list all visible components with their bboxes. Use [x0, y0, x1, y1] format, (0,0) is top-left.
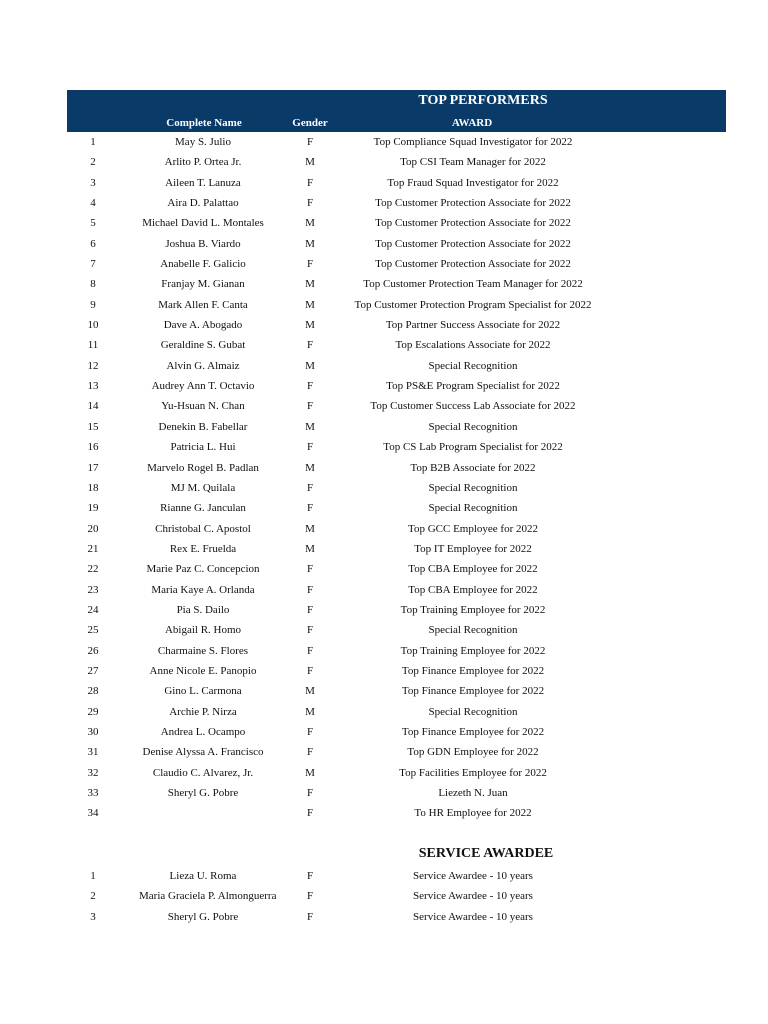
row-award: Top PS&E Program Specialist for 2022 — [386, 380, 560, 393]
row-award: Top Finance Employee for 2022 — [401, 685, 545, 698]
table-row — [67, 274, 726, 294]
row-award: Top GDN Employee for 2022 — [407, 746, 539, 759]
row-gender: F — [306, 890, 314, 903]
row-gender: F — [306, 807, 314, 820]
row-award: Top Customer Protection Associate for 2022 — [375, 217, 571, 230]
row-award: Top Finance Employee for 2022 — [401, 664, 545, 677]
table-row — [67, 254, 726, 274]
row-gender: F — [306, 563, 314, 576]
row-number: 3 — [90, 176, 96, 189]
row-award: Top Finance Employee for 2022 — [401, 725, 545, 738]
table-row — [67, 152, 726, 172]
row-number: 19 — [87, 502, 99, 515]
row-number: 28 — [87, 685, 99, 698]
row-number: 3 — [90, 910, 96, 923]
table-row — [67, 437, 726, 457]
table-row — [67, 681, 726, 701]
row-complete-name: Rex E. Fruelda — [169, 542, 237, 555]
row-complete-name: Mark Allen F. Canta — [158, 298, 248, 311]
row-award: Top Customer Success Lab Associate for 2022 — [370, 400, 576, 413]
row-complete-name: Michael David L. Montales — [142, 217, 264, 230]
row-complete-name: Audrey Ann T. Octavio — [151, 380, 255, 393]
service-awardee-table — [67, 866, 726, 927]
row-award: Top Customer Protection Associate for 2022 — [375, 237, 571, 250]
row-award: Special Recognition — [428, 624, 518, 637]
row-number: 33 — [87, 787, 99, 799]
row-award: Service Awardee - 10 years — [413, 890, 533, 903]
row-complete-name: Andrea L. Ocampo — [160, 725, 246, 738]
row-gender: M — [305, 705, 315, 718]
row-number: 1 — [90, 870, 96, 882]
row-award: Top Escalations Associate for 2022 — [395, 339, 551, 352]
table-row — [67, 417, 726, 437]
table-row — [67, 234, 726, 254]
table-row — [67, 661, 726, 681]
row-award: Top Customer Protection Program Specialist for 2022 — [354, 298, 592, 311]
top-performers-table — [67, 90, 726, 824]
row-gender: M — [305, 766, 315, 779]
table-row — [67, 702, 726, 722]
table-row — [67, 907, 726, 927]
table-row — [67, 886, 726, 906]
row-complete-name: Anabelle F. Galicio — [160, 258, 246, 271]
row-gender: F — [306, 746, 314, 759]
row-number: 15 — [87, 420, 99, 433]
row-number: 24 — [87, 603, 99, 616]
row-complete-name: Geraldine S. Gubat — [160, 339, 246, 352]
row-award: Top Training Employee for 2022 — [400, 644, 546, 657]
table-row — [67, 193, 726, 213]
row-gender: F — [306, 603, 314, 616]
row-gender: M — [305, 522, 315, 535]
row-complete-name: Sheryl G. Pobre — [167, 787, 239, 799]
row-complete-name: Aira D. Palattao — [167, 197, 239, 210]
table-row — [67, 478, 726, 498]
row-complete-name: Aileen T. Lanuza — [165, 176, 241, 189]
table-row — [67, 600, 726, 620]
row-complete-name: MJ M. Quilala — [170, 481, 236, 494]
row-complete-name: Claudio C. Alvarez, Jr. — [152, 766, 254, 779]
row-award: Special Recognition — [428, 481, 518, 494]
row-gender: F — [306, 441, 314, 454]
row-award: Service Awardee - 10 years — [413, 870, 533, 882]
row-award: Top Training Employee for 2022 — [400, 603, 546, 616]
table-row — [67, 763, 726, 783]
row-number: 34 — [87, 807, 99, 820]
row-award: Top Compliance Squad Investigator for 2022 — [373, 136, 573, 148]
row-number: 22 — [87, 563, 99, 576]
row-award: Top Customer Protection Associate for 2022 — [375, 197, 571, 210]
row-gender: F — [306, 339, 314, 352]
table-row — [67, 295, 726, 315]
row-gender: M — [305, 685, 315, 698]
column-header-gender: Gender — [292, 117, 328, 129]
row-complete-name: Maria Kaye A. Orlanda — [151, 583, 255, 596]
table-row — [67, 803, 726, 823]
row-award: Special Recognition — [428, 420, 518, 433]
row-number: 18 — [87, 481, 99, 494]
row-number: 30 — [87, 725, 99, 738]
row-complete-name: Franjay M. Gianan — [161, 278, 245, 291]
row-number: 10 — [87, 319, 99, 332]
row-complete-name: Archie P. Nirza — [169, 705, 237, 718]
row-gender: M — [305, 156, 315, 169]
row-complete-name: Denekin B. Fabellar — [158, 420, 248, 433]
row-award: Top IT Employee for 2022 — [414, 542, 532, 555]
row-gender: F — [306, 725, 314, 738]
row-complete-name: Marie Paz C. Concepcion — [146, 563, 260, 576]
row-number: 20 — [87, 522, 99, 535]
service-awardee-title: SERVICE AWARDEE — [418, 846, 554, 861]
row-award: Top CSI Team Manager for 2022 — [400, 156, 546, 169]
row-complete-name: Maria Graciela P. Almonguerra — [139, 890, 277, 903]
row-gender: M — [305, 461, 315, 474]
row-number: 9 — [90, 298, 96, 311]
row-complete-name: Alvin G. Almaiz — [166, 359, 240, 372]
row-award: Special Recognition — [428, 502, 518, 515]
row-gender: F — [306, 644, 314, 657]
row-gender: M — [305, 278, 315, 291]
row-number: 2 — [90, 156, 96, 169]
row-award: Top CS Lab Program Specialist for 2022 — [383, 441, 563, 454]
table-row — [67, 376, 726, 396]
row-award: Top Customer Protection Team Manager for 2022 — [363, 278, 583, 291]
row-award: Special Recognition — [428, 359, 518, 372]
table-row — [67, 641, 726, 661]
row-award: Top Customer Protection Associate for 2022 — [375, 258, 571, 271]
row-number: 1 — [90, 136, 96, 148]
table-body — [67, 132, 726, 824]
row-number: 5 — [90, 217, 96, 230]
row-award: Top B2B Associate for 2022 — [410, 461, 536, 474]
table-row — [67, 396, 726, 416]
row-number: 26 — [87, 644, 99, 657]
row-award: Special Recognition — [428, 705, 518, 718]
row-number: 6 — [90, 237, 96, 250]
table-row — [67, 213, 726, 233]
row-number: 32 — [87, 766, 99, 779]
row-complete-name: Dave A. Abogado — [163, 319, 243, 332]
row-number: 2 — [90, 890, 96, 903]
row-gender: F — [306, 502, 314, 515]
row-award: Liezeth N. Juan — [438, 787, 508, 799]
row-number: 29 — [87, 705, 99, 718]
row-award: Top Fraud Squad Investigator for 2022 — [387, 176, 559, 189]
table-row — [67, 458, 726, 478]
row-gender: F — [306, 380, 314, 393]
table-row — [67, 742, 726, 762]
row-number: 11 — [87, 339, 99, 352]
row-gender: F — [306, 664, 314, 677]
table-row — [67, 580, 726, 600]
row-gender: M — [305, 420, 315, 433]
table-row — [67, 519, 726, 539]
row-gender: F — [306, 910, 314, 923]
table-row — [67, 539, 726, 559]
row-number: 27 — [87, 664, 99, 677]
row-gender: F — [306, 258, 314, 271]
row-number: 31 — [87, 746, 99, 759]
table-row — [67, 315, 726, 335]
row-number: 12 — [87, 359, 99, 372]
row-number: 8 — [90, 278, 96, 291]
row-complete-name: May S. Julio — [175, 136, 231, 148]
row-number: 17 — [87, 461, 99, 474]
row-gender: F — [306, 400, 314, 413]
table-row — [67, 783, 726, 803]
row-gender: F — [306, 197, 314, 210]
row-complete-name: Joshua B. Viardo — [165, 237, 241, 250]
row-gender: F — [306, 787, 314, 799]
row-number: 7 — [90, 258, 96, 271]
column-header-award: AWARD — [451, 117, 493, 129]
table-header-band — [67, 90, 726, 132]
table-row — [67, 132, 726, 152]
row-complete-name: Pia S. Dailo — [176, 603, 230, 616]
table-row — [67, 498, 726, 518]
row-complete-name: Patricia L. Hui — [170, 441, 236, 454]
row-complete-name: Charmaine S. Flores — [157, 644, 249, 657]
row-number: 23 — [87, 583, 99, 596]
row-complete-name: Sheryl G. Pobre — [167, 910, 239, 923]
row-gender: M — [305, 359, 315, 372]
row-complete-name: Christobal C. Apostol — [155, 522, 251, 535]
row-complete-name: Lieza U. Roma — [169, 870, 237, 882]
table-row — [67, 173, 726, 193]
row-gender: M — [305, 542, 315, 555]
row-complete-name: Abigail R. Homo — [164, 624, 242, 637]
row-number: 21 — [87, 542, 99, 555]
table-row — [67, 620, 726, 640]
row-gender: F — [306, 870, 314, 882]
row-award: Top CBA Employee for 2022 — [408, 583, 538, 596]
row-complete-name: Denise Alyssa A. Francisco — [142, 746, 264, 759]
service-awardee-heading — [67, 846, 726, 866]
row-gender: F — [306, 176, 314, 189]
row-award: Service Awardee - 10 years — [413, 910, 533, 923]
row-gender: M — [305, 217, 315, 230]
row-complete-name: Anne Nicole E. Panopio — [149, 664, 257, 677]
row-award: Top GCC Employee for 2022 — [408, 522, 538, 535]
row-number: 14 — [87, 400, 99, 413]
table-title-text: TOP PERFORMERS — [418, 93, 548, 108]
row-complete-name: Rianne G. Janculan — [160, 502, 246, 515]
table-row — [67, 722, 726, 742]
table-row — [67, 559, 726, 579]
table-row — [67, 356, 726, 376]
row-number: 25 — [87, 624, 99, 637]
row-award: Top CBA Employee for 2022 — [408, 563, 538, 576]
table-row — [67, 335, 726, 355]
row-award: To HR Employee for 2022 — [414, 807, 532, 820]
row-gender: F — [306, 481, 314, 494]
row-number: 4 — [90, 197, 96, 210]
table-row — [67, 866, 726, 886]
row-complete-name: Arlito P. Ortea Jr. — [164, 156, 242, 169]
row-complete-name: Yu-Hsuan N. Chan — [161, 400, 245, 413]
row-gender: F — [306, 583, 314, 596]
row-number: 16 — [87, 441, 99, 454]
row-complete-name: Gino L. Carmona — [164, 685, 242, 698]
row-gender: M — [305, 319, 315, 332]
row-gender: F — [306, 136, 314, 148]
row-gender: F — [306, 624, 314, 637]
column-header-name: Complete Name — [166, 117, 242, 129]
row-award: Top Facilities Employee for 2022 — [399, 766, 547, 779]
row-gender: M — [305, 237, 315, 250]
row-complete-name: Marvelo Rogel B. Padlan — [147, 461, 259, 474]
row-number: 13 — [87, 380, 99, 393]
row-gender: M — [305, 298, 315, 311]
row-award: Top Partner Success Associate for 2022 — [385, 319, 561, 332]
